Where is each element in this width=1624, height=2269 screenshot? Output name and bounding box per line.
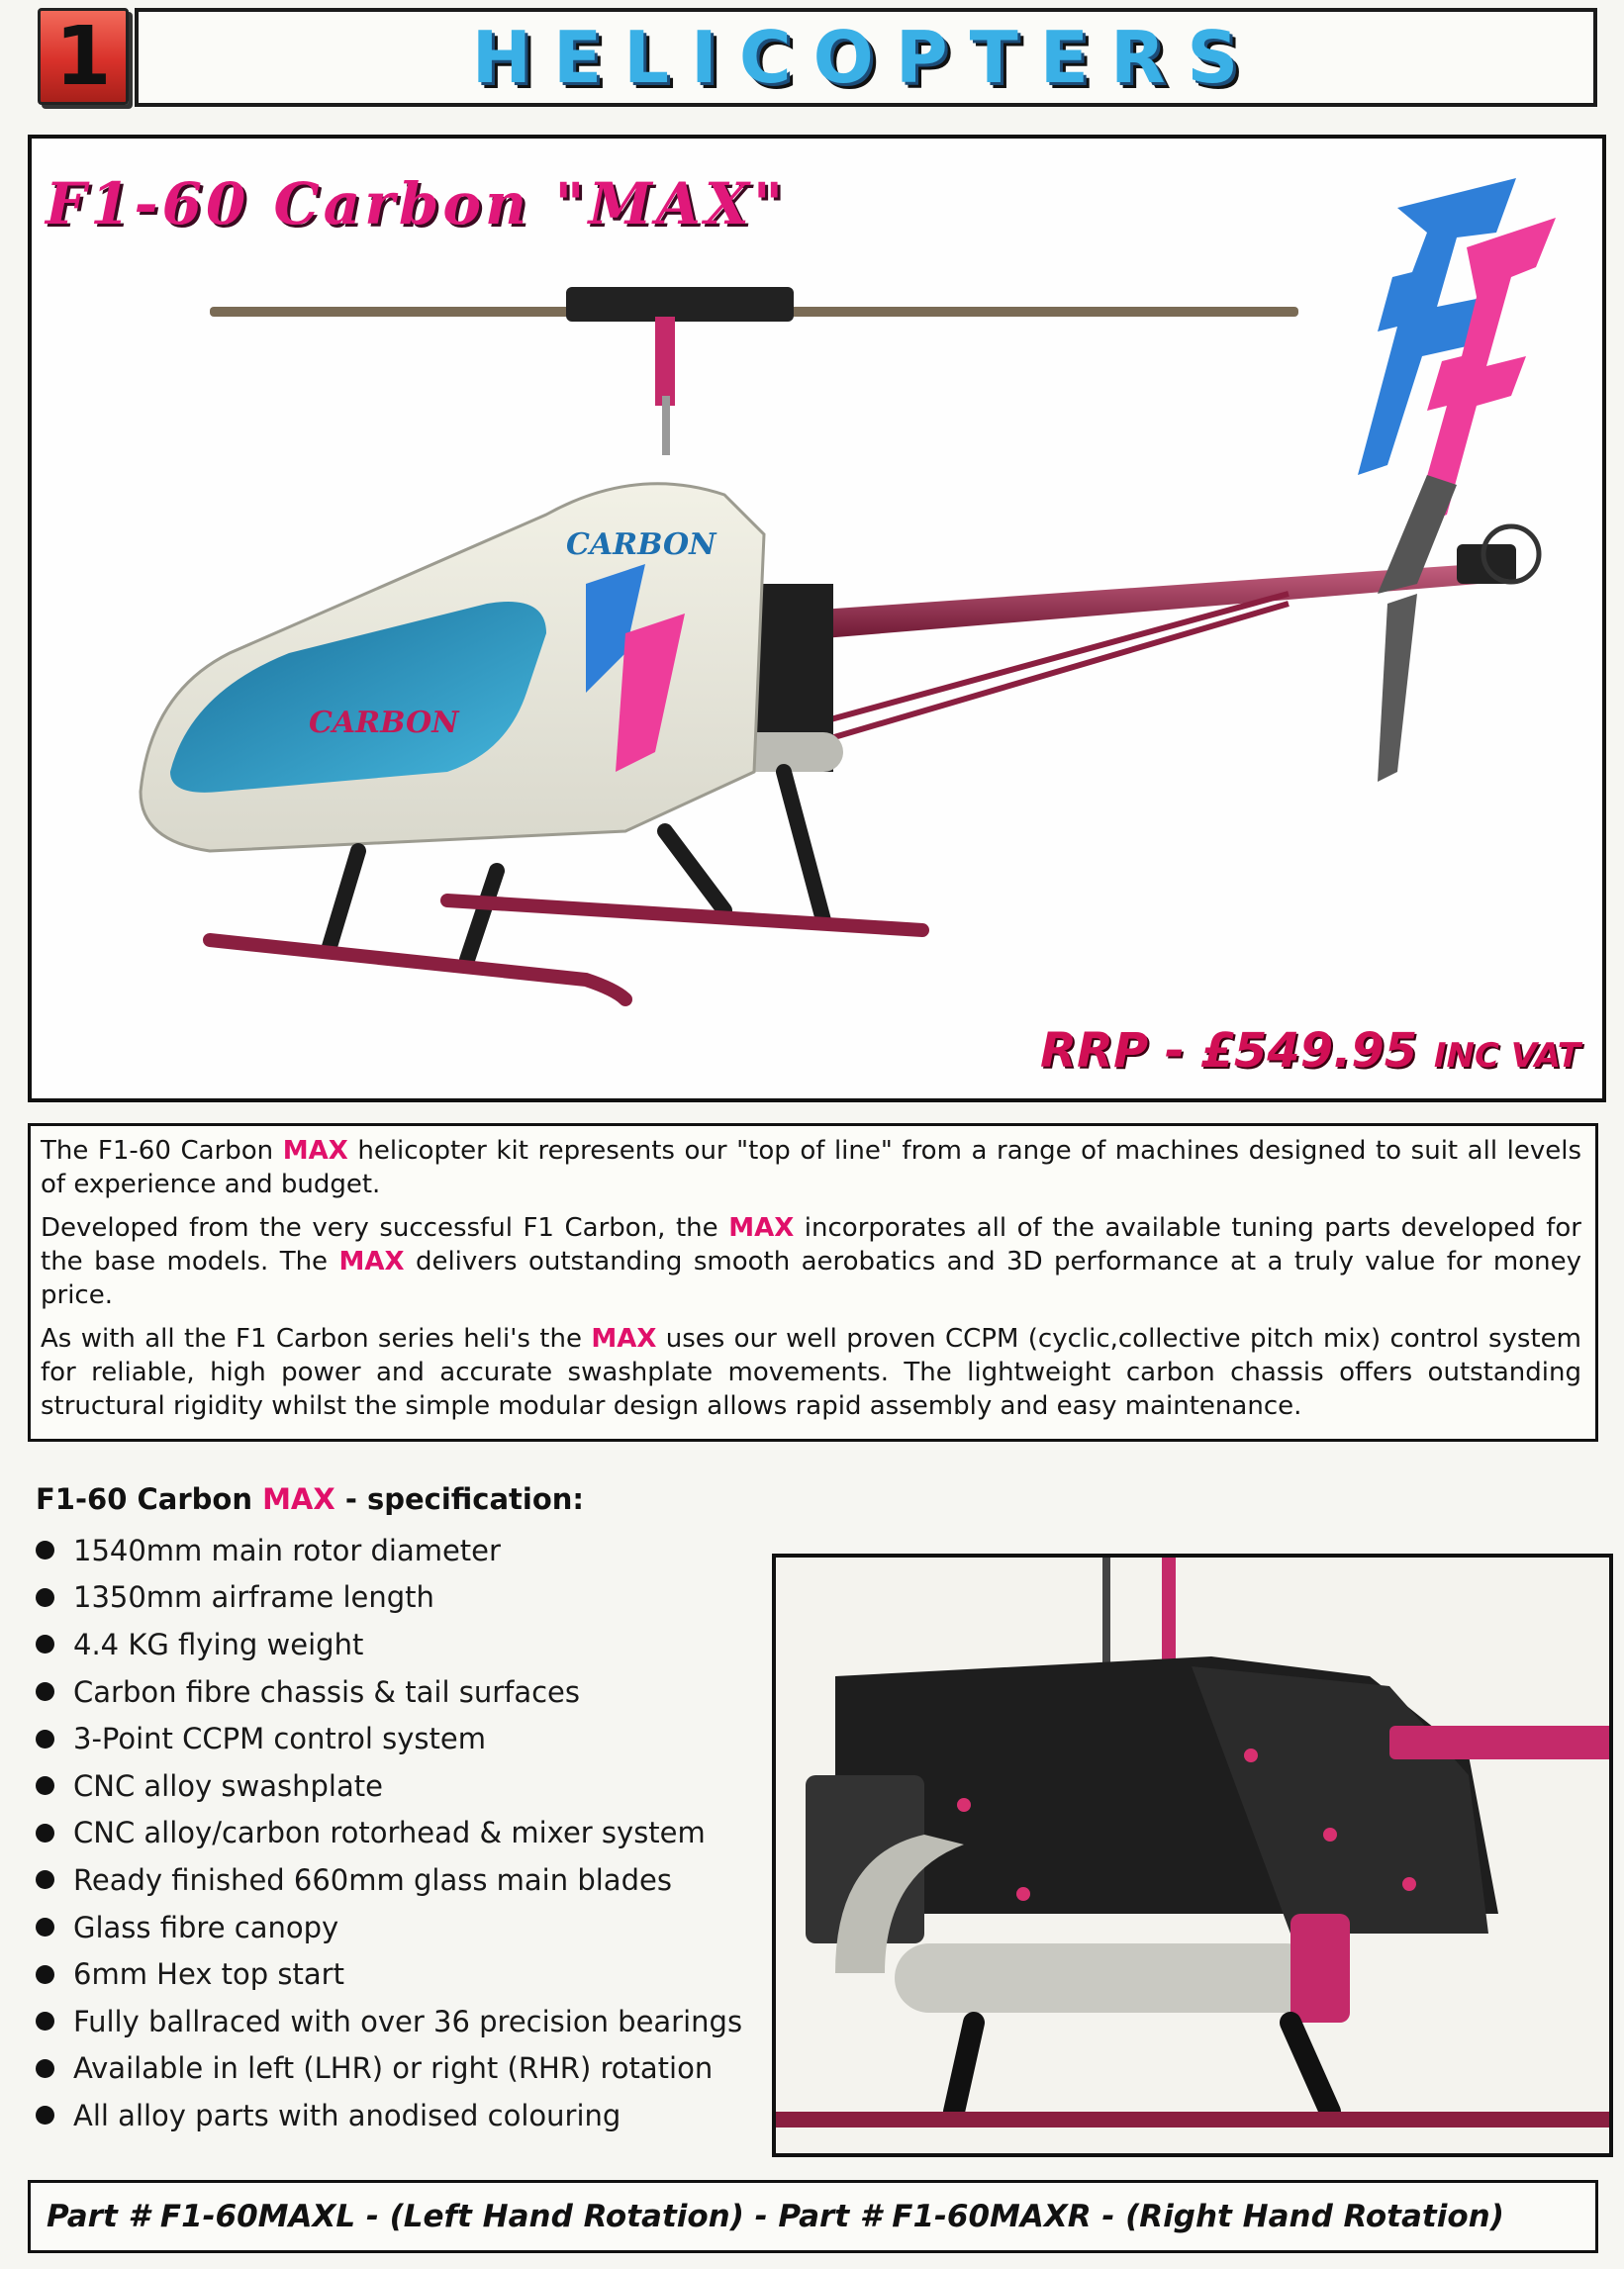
right-skid [447, 900, 922, 930]
text-run: delivers outstanding smooth aerobatics and 3D performance at a truly value for money price. [41, 1247, 1581, 1310]
text-run: incorporates all of the available tuning parts developed for the base models. The [41, 1213, 1581, 1276]
bullet-icon [36, 2012, 54, 2031]
page-number-badge [38, 8, 129, 105]
max-badge: MAX [338, 1247, 405, 1276]
bullet-icon [36, 1776, 54, 1795]
canopy-decal: CARBON [309, 706, 459, 740]
hero-panel [28, 135, 1606, 1102]
spec-item [36, 1621, 742, 1668]
spec-item [36, 1715, 742, 1762]
spec-item-text: 1350mm airframe length [73, 1580, 434, 1615]
bullet-icon [36, 2059, 54, 2078]
spec-heading [36, 1482, 584, 1516]
spec-item-text: CNC alloy/carbon rotorhead & mixer system [73, 1816, 706, 1850]
page-number: 1 [54, 9, 112, 104]
part-number-footer [28, 2180, 1598, 2253]
text-run: uses our well proven CCPM (cyclic,collective pitch mix) control system for reliable, high power and accurate swashplate movements. The lightweight carbon chassis offers outstanding structural rigidity whilst the simple modular design allows rapid assembly and easy maintenance. [41, 1324, 1581, 1421]
spec-item-text: Carbon fibre chassis & tail surfaces [73, 1674, 581, 1709]
spec-item-text: Glass fibre canopy [73, 1910, 339, 1944]
section-title: HELICOPTERS [471, 16, 1261, 99]
description-box [28, 1123, 1598, 1442]
price-suffix: INC VAT [1433, 1036, 1580, 1076]
bullet-icon [36, 1965, 54, 1984]
bullet-icon [36, 1682, 54, 1701]
spec-item-text: All alloy parts with anodised colouring [73, 2098, 621, 2132]
text-run: helicopter kit represents our "top of line" from a range of machines designed to suit all levels of experience and budget. [41, 1136, 1582, 1199]
spec-item [36, 1574, 742, 1622]
spec-item [36, 1950, 742, 1998]
spec-item-text: 3-Point CCPM control system [73, 1722, 486, 1756]
max-badge: MAX [591, 1324, 657, 1354]
price-main: RRP - £549.95 [1040, 1023, 1418, 1079]
spec-item [36, 1856, 742, 1904]
bullet-icon [36, 1918, 54, 1937]
left-skid [210, 940, 625, 999]
spec-item [36, 1527, 742, 1574]
spec-item-text: CNC alloy swashplate [73, 1768, 383, 1803]
spec-item [36, 1668, 742, 1716]
spec-item [36, 1904, 742, 1951]
bullet-icon [36, 1870, 54, 1889]
description-paragraph-3 [41, 1322, 1581, 1423]
spec-item-text: 4.4 KG flying weight [73, 1627, 364, 1661]
bullet-icon [36, 2106, 54, 2125]
bullet-icon [36, 1635, 54, 1654]
text-run: Developed from the very successful F1 Carbon, the [41, 1213, 729, 1243]
text-run: The F1-60 Carbon [41, 1136, 283, 1166]
text-run: As with all the F1 Carbon series heli's the [41, 1324, 592, 1354]
text-run: - specification: [334, 1482, 585, 1516]
bullet-icon [36, 1588, 54, 1607]
section-title-box [135, 8, 1597, 107]
description-paragraph-2 [41, 1211, 1581, 1312]
spec-item-text: Ready finished 660mm glass main blades [73, 1862, 672, 1897]
spec-item [36, 2045, 742, 2093]
spec-item [36, 1810, 742, 1857]
price-label [1040, 1023, 1580, 1079]
bullet-icon [36, 1541, 54, 1560]
product-title: F1-60 Carbon "MAX" [46, 170, 788, 237]
helicopter-photo [32, 139, 1602, 1098]
svg-text:CARBON: CARBON [566, 527, 716, 562]
spec-list [36, 1527, 742, 2139]
max-badge: MAX [282, 1136, 348, 1166]
part-number-text: Part # F1-60MAXL - (Left Hand Rotation) - Part # F1-60MAXR - (Right Hand Rotation) [47, 2199, 1504, 2234]
bullet-icon [36, 1824, 54, 1843]
spec-item-text: 6mm Hex top start [73, 1957, 344, 1992]
spec-item-text: Fully ballraced with over 36 precision bearings [73, 2004, 743, 2038]
max-badge: MAX [262, 1482, 335, 1516]
chassis-photo [772, 1554, 1613, 2157]
max-badge: MAX [728, 1213, 795, 1243]
spec-item-text: Available in left (LHR) or right (RHR) rotation [73, 2051, 714, 2086]
chassis-photo-image [776, 1558, 1609, 2153]
spec-item-text: 1540mm main rotor diameter [73, 1533, 501, 1567]
spec-item [36, 1998, 742, 2045]
f1-logo-icon [1358, 178, 1556, 529]
description-paragraph-1 [41, 1134, 1581, 1201]
tail-boom [764, 564, 1479, 643]
spec-item [36, 1762, 742, 1810]
text-run: F1-60 Carbon [36, 1482, 263, 1516]
bullet-icon [36, 1730, 54, 1749]
spec-item [36, 2092, 742, 2139]
